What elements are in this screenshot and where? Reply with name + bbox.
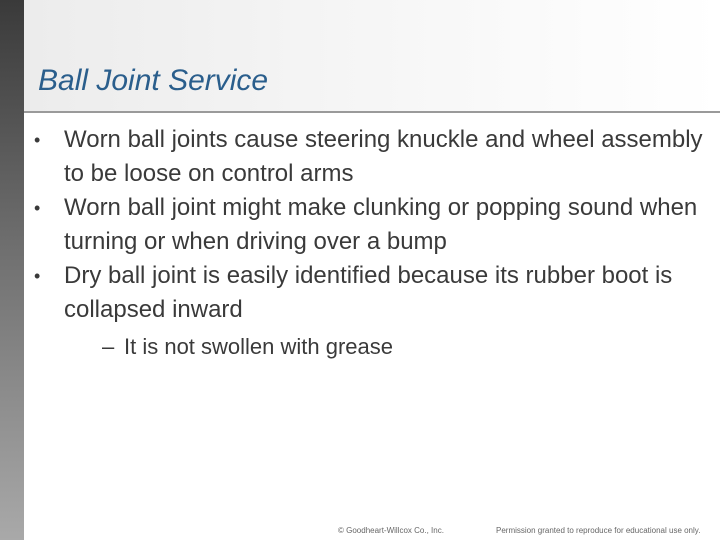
sub-bullet-item bbox=[64, 331, 704, 363]
bullet-item bbox=[34, 259, 704, 363]
title-divider bbox=[24, 111, 720, 113]
bullet-glyph: • bbox=[34, 266, 41, 286]
bullet-glyph: • bbox=[34, 198, 41, 218]
footer-permission: Permission granted to reproduce for educational use only. bbox=[496, 526, 701, 535]
sub-bullet-text: It is not swollen with grease bbox=[124, 334, 394, 359]
bullet-text: Dry ball joint is easily identified because its rubber boot is collapsed inward bbox=[64, 262, 673, 323]
slide-content bbox=[34, 123, 704, 363]
bullet-text: Worn ball joints cause steering knuckle and wheel assembly to be loose on control arms bbox=[64, 126, 703, 187]
sub-bullet-list bbox=[64, 331, 704, 363]
left-accent-bar bbox=[0, 0, 24, 540]
bullet-item bbox=[34, 191, 704, 259]
bullet-glyph: • bbox=[34, 130, 41, 150]
bullet-text: Worn ball joint might make clunking or popping sound when turning or when driving over a bump bbox=[64, 194, 698, 255]
footer-copyright: © Goodheart-Willcox Co., Inc. bbox=[338, 526, 444, 535]
bullet-list bbox=[34, 123, 704, 363]
sub-bullet-glyph: – bbox=[102, 334, 115, 359]
slide-title: Ball Joint Service bbox=[38, 64, 269, 97]
bullet-item bbox=[34, 123, 704, 191]
